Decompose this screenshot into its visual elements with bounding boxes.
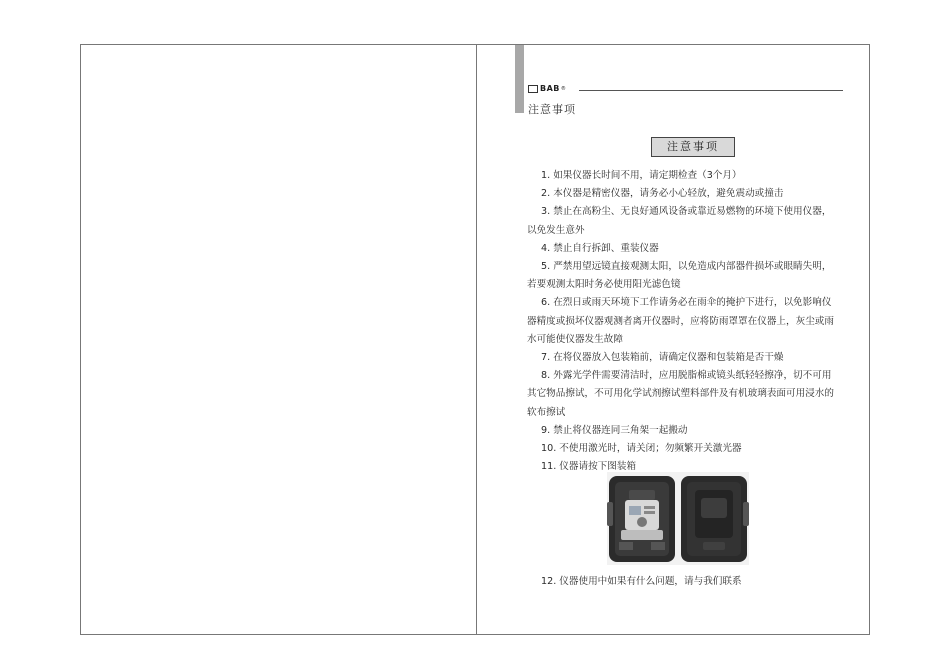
note-item: 3. 禁止在高粉尘、无良好通风设备或靠近易燃物的环境下使用仪器，以免发生意外 [527,206,832,236]
instrument-case-photo-icon [607,472,749,565]
note-item: 10. 不使用激光时，请关闭；勿频繁开关激光器 [541,443,742,455]
note-item: 4. 禁止自行拆卸、重装仪器 [541,242,659,254]
note-item: 11. 仪器请按下图装箱 [541,461,637,473]
note-item: 5. 严禁用望远镜直接观测太阳，以免造成内部器件损坏或眼睛失明，若要观测太阳时务必使用阳光滤色镜 [527,261,832,291]
final-note: 12. 仪器使用中如果有什么问题，请与我们联系 [541,576,742,587]
note-item: 6. 在烈日或雨天环境下工作请务必在雨伞的掩护下进行，以免影响仪器精度或损坏仪器观测者离开仪器时，应将防雨罩罩在仪器上，灰尘或雨水可能使仪器发生故障 [527,297,834,345]
right-page [477,45,870,634]
note-item: 7. 在将仪器放入包装箱前，请确定仪器和包装箱是否干燥 [541,352,784,364]
note-item: 8. 外露光学件需要清洁时，应用脱脂棉或镜头纸轻轻擦净，切不可用其它物品擦试，不可用化学试剂擦试塑料部件及有机玻璃表面可用浸水的软布擦试 [527,370,834,418]
brand-registered-mark: ® [560,86,566,92]
note-item: 9. 禁止将仪器连同三角架一起搬动 [541,424,688,436]
brand-logo [528,83,566,95]
notes-list [527,167,839,476]
section-label: 注意事项 [528,103,576,116]
manual-spread [80,44,870,635]
brand-name: BAB [540,84,560,93]
page-title: 注意事项 [651,137,735,157]
brand-square-icon [528,85,538,93]
note-item: 1. 如果仪器长时间不用，请定期检查（3个月） [541,170,742,181]
header-rule [579,90,843,91]
section-side-bar [515,45,524,113]
left-page-blank [81,45,476,634]
case-photo-graphic [607,472,749,565]
note-item: 2. 本仪器是精密仪器，请务必小心轻放，避免震动或撞击 [541,188,784,200]
